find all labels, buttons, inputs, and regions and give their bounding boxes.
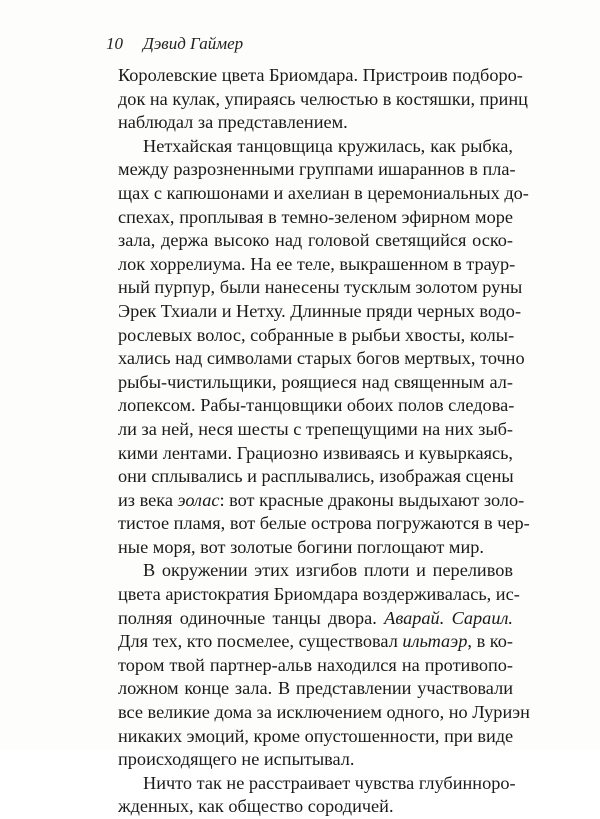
text-line: рослевых волос, собранные в рыбьи хвосты, колы- (118, 324, 515, 345)
text-line: кими лентами. Грациозно извиваясь и кувыркаясь, (118, 442, 513, 463)
text-line: В окружении этих изгибов плоти и переливов (143, 560, 513, 581)
text-line: зала, держа высоко над головой светящийся оско- (118, 230, 513, 251)
text-line: никаких эмоций, кроме опустошенности, при виде (118, 725, 514, 746)
text-line: между разрозненными группами ишараннов в пла- (118, 159, 516, 180)
author-name: Дэвид Гаймер (143, 34, 244, 53)
page-number: 10 (106, 34, 123, 53)
text-line: ный пурпур, были нанесены тусклым золотом руны (118, 277, 523, 298)
italic-term: эолас (177, 489, 220, 510)
text-fragment: полняя одиночные танцы двора. (118, 607, 377, 628)
text-line: Ничто так не расстраивает чувства глубиннoро- (143, 772, 516, 793)
text-line: ложном конце зала. В представлении участвовали (118, 678, 513, 699)
text-line: лопексом. Рабы-танцовщики обоих полов следова- (118, 395, 515, 416)
text-line (118, 607, 513, 631)
text-line: лок хоррелиума. На ее теле, выкрашенном в траур- (118, 253, 516, 274)
text-line: щах с капюшонами и ахелиан в церемониальных до- (118, 182, 529, 203)
text-line: хались над символами старых богов мертвых, точно (118, 348, 525, 369)
text-line: рыбы-чистильщики, роящиеся над священным ал- (118, 371, 513, 392)
text-line: они сплывались и расплывались, изображая сцены (118, 466, 514, 487)
body-text (118, 64, 530, 819)
text-line: Нетхайская танцовщица кружилась, как рыбка, (143, 135, 513, 156)
text-line: все великие дома за исключением одного, но Луриэн (118, 702, 530, 723)
text-line: тором твой партнер-альв находился на противопо- (118, 654, 513, 675)
text-line (118, 489, 525, 513)
text-fragment: из века (118, 489, 178, 510)
text-fragment: , в ко- (467, 631, 513, 652)
text-fragment: : вот красные драконы выдыхают золо- (219, 489, 525, 510)
text-line: спехах, проплывая в темно-зеленом эфирном море (118, 206, 513, 227)
text-line: жденных, как общество сородичей. (118, 796, 394, 817)
text-line: наблюдал за представлением. (118, 112, 348, 133)
text-line: цвета аристократия Бриомдара воздерживалась, ис- (118, 584, 520, 605)
text-line: Королевские цвета Бриомдара. Пристроив подборо- (118, 65, 523, 85)
text-fragment: Для тех, кто посмелее, существовал (118, 631, 403, 652)
text-line: ли за ней, неся шесты с трепещущими на них зыб- (118, 418, 513, 439)
text-line: происходящего не испытывал. (118, 749, 355, 770)
text-line: тистое пламя, вот белые острова погружаются в чер- (118, 513, 530, 534)
text-line (118, 630, 513, 654)
text-line: Эрек Тхиали и Нетху. Длинные пряди черных водо- (118, 300, 522, 321)
running-head (106, 34, 243, 54)
italic-term: ильтаэр (402, 631, 468, 652)
text-line: ные моря, вот золотые богини поглощают мир. (118, 536, 484, 557)
italic-term: Аварай. Сараил. (384, 607, 514, 628)
text-line: док на кулак, упираясь челюстью в костяшки, принц (118, 88, 528, 109)
